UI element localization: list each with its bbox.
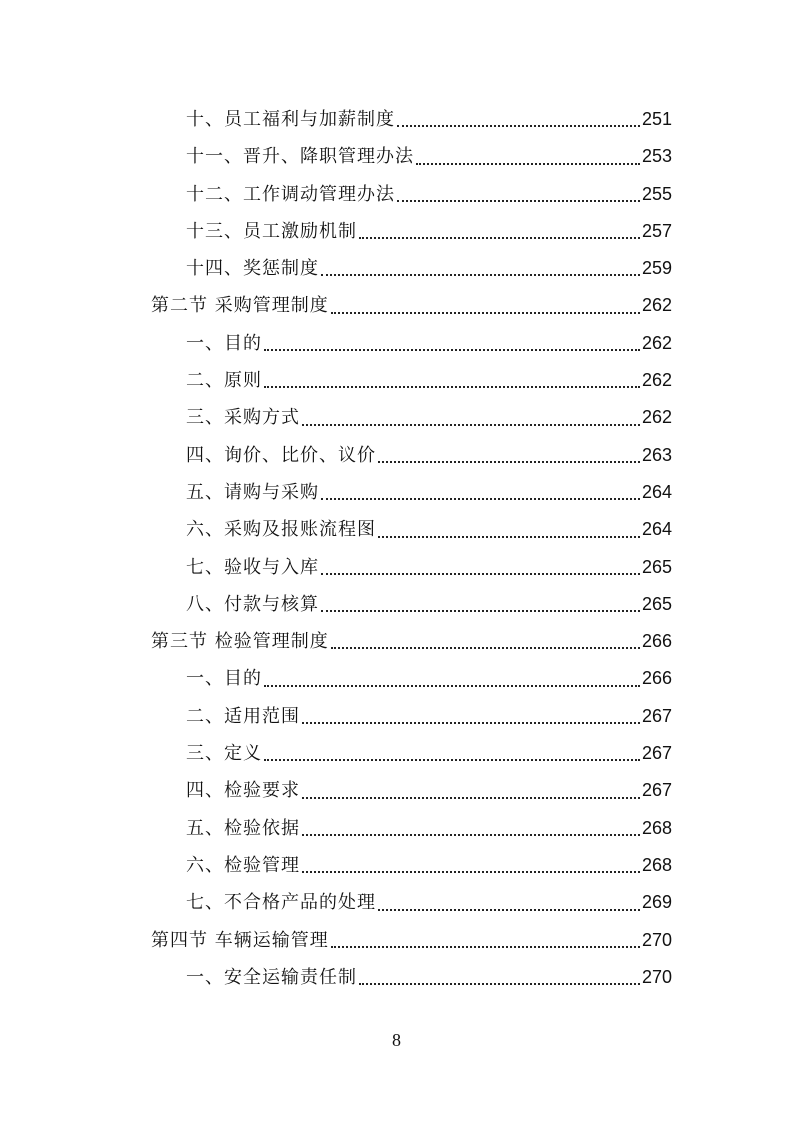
toc-item-row[interactable]	[151, 810, 672, 847]
toc-dot-leader	[331, 646, 640, 649]
toc-item-row[interactable]	[151, 362, 672, 399]
toc-dot-leader	[264, 758, 640, 761]
toc-dot-leader	[359, 236, 640, 239]
toc-entry-label: 五、检验依据	[186, 817, 300, 839]
toc-dot-leader	[378, 460, 640, 463]
toc-item-row[interactable]	[151, 586, 672, 623]
toc-dot-leader	[264, 385, 640, 388]
toc-item-row[interactable]	[151, 213, 672, 250]
toc-entry-label: 十二、工作调动管理办法	[186, 183, 395, 205]
toc-item-row[interactable]	[151, 660, 672, 697]
toc-item-row[interactable]	[151, 511, 672, 548]
toc-entry-label: 二、适用范围	[186, 705, 300, 727]
toc-dot-leader	[302, 721, 640, 724]
toc-entry-label: 六、检验管理	[186, 854, 300, 876]
toc-entry-label: 十三、员工激励机制	[186, 220, 357, 242]
toc-dot-leader	[264, 348, 640, 351]
toc-dot-leader	[321, 273, 640, 276]
toc-section-row[interactable]	[151, 922, 672, 959]
toc-dot-leader	[397, 124, 640, 127]
toc-item-row[interactable]	[151, 250, 672, 287]
toc-entry-page: 264	[641, 481, 672, 502]
toc-entry-label: 第三节 检验管理制度	[151, 631, 329, 653]
toc-dot-leader	[378, 908, 640, 911]
toc-item-row[interactable]	[151, 847, 672, 884]
toc-dot-leader	[331, 311, 640, 314]
toc-entry-label: 四、询价、比价、议价	[186, 444, 376, 466]
toc-entry-page: 268	[641, 854, 672, 875]
table-of-contents	[151, 101, 672, 996]
toc-entry-label: 十四、奖惩制度	[186, 258, 319, 280]
toc-dot-leader	[397, 199, 640, 202]
toc-entry-page: 253	[641, 146, 672, 167]
toc-dot-leader	[359, 982, 640, 985]
toc-entry-label: 六、采购及报账流程图	[186, 519, 376, 541]
toc-dot-leader	[321, 497, 640, 500]
toc-entry-page: 257	[641, 220, 672, 241]
toc-entry-label: 四、检验要求	[186, 780, 300, 802]
toc-entry-page: 267	[641, 780, 672, 801]
toc-item-row[interactable]	[151, 437, 672, 474]
toc-item-row[interactable]	[151, 735, 672, 772]
toc-dot-leader	[302, 833, 640, 836]
toc-entry-page: 270	[641, 929, 672, 950]
toc-entry-page: 255	[641, 183, 672, 204]
toc-item-row[interactable]	[151, 549, 672, 586]
toc-entry-label: 七、不合格产品的处理	[186, 892, 376, 914]
toc-entry-page: 259	[641, 258, 672, 279]
toc-entry-page: 263	[641, 444, 672, 465]
toc-entry-label: 三、采购方式	[186, 407, 300, 429]
toc-dot-leader	[302, 423, 640, 426]
toc-entry-page: 265	[641, 593, 672, 614]
toc-item-row[interactable]	[151, 959, 672, 996]
toc-entry-label: 第四节 车辆运输管理	[151, 929, 329, 951]
toc-dot-leader	[321, 572, 640, 575]
toc-entry-page: 267	[641, 743, 672, 764]
toc-entry-page: 266	[641, 631, 672, 652]
toc-entry-page: 270	[641, 966, 672, 987]
toc-entry-label: 三、定义	[186, 743, 262, 765]
toc-entry-label: 一、目的	[186, 332, 262, 354]
toc-entry-page: 262	[641, 332, 672, 353]
toc-entry-page: 262	[641, 407, 672, 428]
toc-item-row[interactable]	[151, 772, 672, 809]
toc-item-row[interactable]	[151, 698, 672, 735]
toc-entry-page: 267	[641, 705, 672, 726]
toc-item-row[interactable]	[151, 138, 672, 175]
toc-section-row[interactable]	[151, 623, 672, 660]
toc-section-row[interactable]	[151, 287, 672, 324]
toc-entry-page: 266	[641, 668, 672, 689]
toc-entry-page: 265	[641, 556, 672, 577]
toc-entry-label: 十一、晋升、降职管理办法	[186, 146, 414, 168]
toc-entry-page: 251	[641, 109, 672, 129]
toc-item-row[interactable]	[151, 325, 672, 362]
toc-entry-page: 262	[641, 295, 672, 316]
toc-entry-page: 268	[641, 817, 672, 838]
toc-entry-label: 第二节 采购管理制度	[151, 295, 329, 317]
toc-item-row[interactable]	[151, 884, 672, 921]
toc-entry-page: 262	[641, 370, 672, 391]
toc-dot-leader	[302, 796, 640, 799]
toc-entry-page: 269	[641, 892, 672, 913]
toc-dot-leader	[378, 535, 640, 538]
toc-item-row[interactable]	[151, 474, 672, 511]
toc-entry-label: 八、付款与核算	[186, 593, 319, 615]
toc-dot-leader	[416, 162, 640, 165]
toc-dot-leader	[321, 609, 640, 612]
toc-item-row[interactable]	[151, 176, 672, 213]
toc-entry-label: 五、请购与采购	[186, 481, 319, 503]
toc-item-row[interactable]	[151, 399, 672, 436]
toc-entry-label: 七、验收与入库	[186, 556, 319, 578]
toc-dot-leader	[331, 945, 640, 948]
toc-entry-label: 二、原则	[186, 370, 262, 392]
toc-entry-page: 264	[641, 519, 672, 540]
toc-dot-leader	[302, 870, 640, 873]
toc-entry-label: 一、安全运输责任制	[186, 966, 357, 988]
toc-entry-label: 一、目的	[186, 668, 262, 690]
toc-item-row[interactable]	[151, 101, 672, 138]
toc-dot-leader	[264, 684, 640, 687]
page-number: 8	[392, 1030, 401, 1050]
toc-entry-label: 十、员工福利与加薪制度	[186, 109, 395, 130]
